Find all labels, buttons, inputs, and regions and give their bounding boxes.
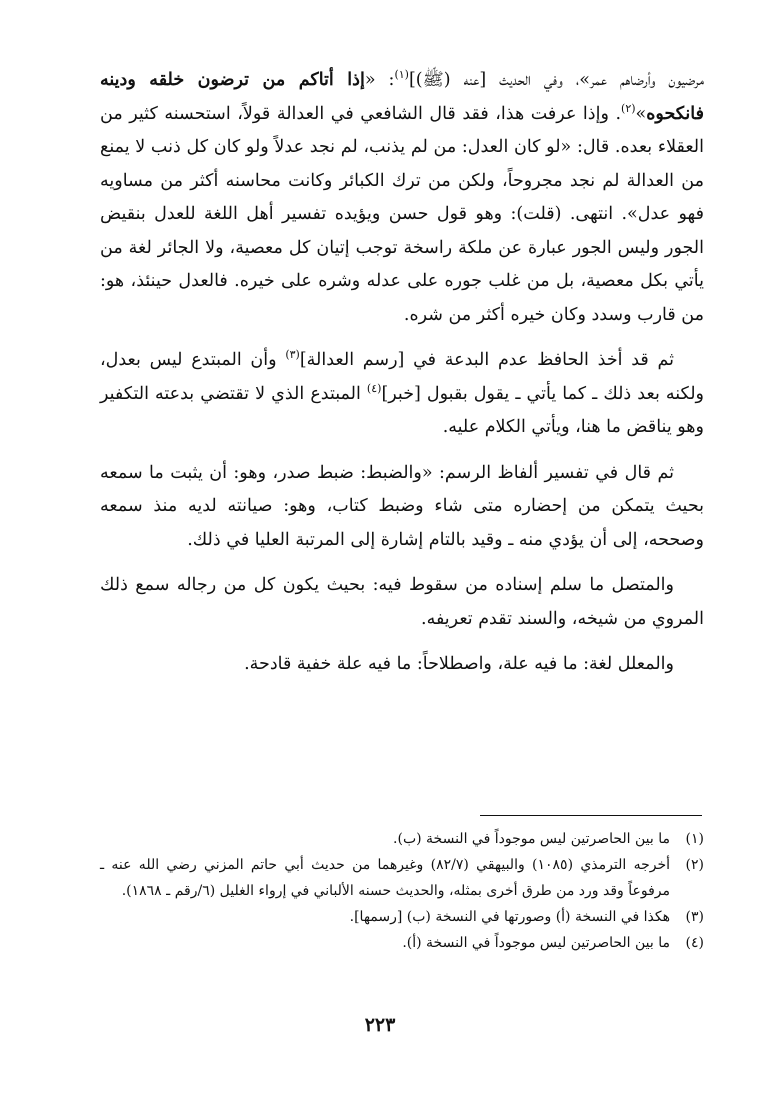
footnote-number: (١) — [685, 831, 704, 847]
hadith-quote: إذا أتاكم من ترضون خلقه ودينه فانكحوه — [100, 70, 704, 124]
text-run: مرضيون وأرضاهم عمر»، وفي الحديث [عنه (ﷺ)] — [408, 70, 704, 90]
footnote-text: ما بين الحاصرتين ليس موجوداً في النسخة (أ). — [402, 935, 670, 951]
footnote-1 — [100, 826, 704, 852]
text-run: ثم قد أخذ الحافظ عدم البدعة في [رسم العدالة] — [299, 350, 674, 370]
footnotes — [100, 826, 704, 956]
text-run: ثم قال في تفسير ألفاظ الرسم: «والضبط: ضبط صدر، وهو: أن يثبت ما سمعه بحيث يتمكن من إحضاره متى شاء وضبط كتاب، وهو: صيانته لديه منذ سمعه وصححه، إلى أن يؤدي منه ـ وقيد بالتام إشارة إلى المرتبة العليا في ذلك. — [100, 462, 704, 550]
footnote-ref-4[interactable]: (٤) — [366, 381, 382, 395]
page-number: ٢٢٣ — [364, 1014, 396, 1036]
footnote-number: (٤) — [685, 935, 704, 951]
footnote-separator — [480, 815, 702, 816]
footnote-2 — [100, 852, 704, 904]
footnote-text: أخرجه الترمذي (١٠٨٥) والبيهقي (٨٢/٧) وغيرهما من حديث أبي حاتم المزني رضي الله عنه ـ مرفوعاً وقد ورد من طرق أخرى بمثله، والحديث حسنه الألباني في إرواء الغليل (٦/رقم ـ ١٨٦٨). — [100, 857, 671, 899]
footnote-ref-1[interactable]: (١) — [394, 68, 409, 82]
paragraph-2 — [100, 344, 704, 445]
footnote-4 — [100, 930, 704, 956]
footnote-number: (٢) — [685, 857, 704, 873]
footnote-ref-3[interactable]: (٣) — [285, 348, 300, 362]
footnote-ref-2[interactable]: (٢) — [621, 101, 636, 115]
paragraph-3 — [100, 457, 704, 558]
text-run: والمعلل لغة: ما فيه علة، واصطلاحاً: ما فيه علة خفية قادحة. — [244, 654, 674, 674]
text-run: والمتصل ما سلم إسناده من سقوط فيه: بحيث يكون كل من رجاله سمع ذلك المروي من شيخه، والسند تقدم تعريفه. — [100, 575, 704, 629]
text-run: المبتدع الذي لا تقتضي بدعته التكفير وهو يناقض ما هنا، ويأتي الكلام عليه. — [100, 383, 704, 437]
footnote-3 — [100, 904, 704, 930]
text-run: . وإذا عرفت هذا، فقد قال الشافعي في العدالة قولاً، استحسنه كثير من العقلاء بعده. قال: «لو كان العدل: من لم يذنب، لم نجد عدلاً ولو كان كل ذنب لا يمنع من العدالة لم نجد مجروحاً، ولكن من ترك الكبائر وكانت محاسنه أكثر من مساويه فهو عدل». انتهى. (قلت): وهو قول حسن ويؤيده تفسير أهل اللغة للعدل بنقيض الجور وليس الجور عبارة عن ملكة راسخة توجب إتيان كل معصية، ولا الجائر لغة من يأتي بكل معصية، بل من غلب جوره على عدله وشره على خيره. فالعدل حينئذ، هو: من قارب وسدد وكان خيره أكثر من شره. — [100, 103, 704, 325]
footnote-text: هكذا في النسخة (أ) وصورتها في النسخة (ب) [رسمها]. — [349, 909, 670, 925]
footnote-number: (٣) — [685, 909, 704, 925]
text-run: وأن المبتدع ليس بعدل، ولكنه بعد ذلك ـ كما يأتي ـ يقول بقبول [خبر] — [100, 350, 705, 404]
paragraph-4 — [100, 569, 704, 636]
text-run: » — [635, 103, 647, 124]
paragraph-5 — [100, 648, 704, 682]
main-text — [100, 64, 704, 682]
paragraph-1 — [100, 64, 704, 332]
text-run: : « — [364, 70, 395, 90]
footnote-text: ما بين الحاصرتين ليس موجوداً في النسخة (ب). — [393, 831, 670, 847]
